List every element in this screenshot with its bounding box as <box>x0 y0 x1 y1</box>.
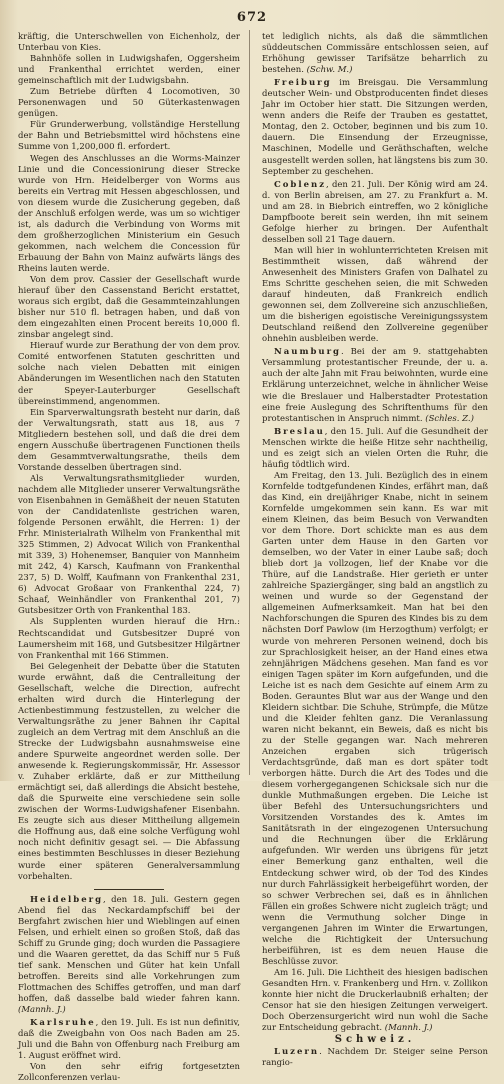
paragraph-text: Von den sehr eifrig fortgesetzten Zollconferenzen verlau- <box>18 1062 240 1084</box>
paragraph-text: , den 18. Juli. Gestern gegen Abend fiel das Neckardampfschiff bei der Bergfahrt zwischen hier und Wieblingen auf einen Felsen, und erhielt einen so großen Stoß, daß das Schiff zu Grunde ging; doch wurden die Passagiere und die Waaren gerettet, da das Schiff nur 5 Fuß tief sank. Menschen und Güter hat kein Unfall betroffen. Bereits sind alle Vorkehrungen zum Flottmachen des Schiffes getroffen, und man darf hoffen, daß dasselbe bald wieder fahren kann. <box>18 894 240 1005</box>
source-citation: (Mannh. J.) <box>18 1005 66 1016</box>
news-item <box>18 895 240 1017</box>
news-item <box>262 78 488 177</box>
paragraph-text: Hierauf wurde zur Berathung der von dem prov. Comité entworfenen Statuten geschritten und solche nach vielen Debatten mit einigen Abänderungen im Wesentlichen nach den Statuten der Speyer-Lauterburger Gesellschaft übereinstimmend, angenommen. <box>18 341 240 407</box>
news-item <box>262 180 488 246</box>
paragraph-text: kräftig, die Unterschwellen von Eichenholz, der Unterbau von Kies. <box>18 32 240 54</box>
paragraph-text: Am Freitag, den 13. Juli. Bezüglich des in einem Kornfelde todtgefundenen Kindes, erfährt man, daß das Kind, ein dreijähriger Knabe, nicht in seinem Kornfelde umgekommen sein kann. Es war mit einem Kleinen, das beim Besuch von Verwandten vor dem Thore. Dort schickte man es aus dem Garten unter dem Hause in den Garten vor demselben, wo der Vater in einer Laube saß; doch blieb dort ja vollzogen, lief der Knabe vor die Thüre, auf die Landstraße. Hier gerieth er unter zahlreiche Spaziergänger, sing bald an angstlich zu weinen und wurde so der Gegenstand der allgemeinen Aufmerksamkeit. Man hat bei den Nachforschungen die Spuren des Kindes bis zu dem nächsten Dorf Pawlow (im Herzogthum) verfolgt; er wurde von mehreren Personen weinend, doch bis zur Sprachlosigkeit heiser, an der Hand eines etwa zehnjährigen Mädchens gesehen. Man fand es vor einigen Tagen später im Korn aufgefunden, und die Leiche ist es nach dem Gesichte auf einem Arm zu Boden. Gerauntes Blut war aus der Wange und den Kleidern sichtbar. Die Schuhe, Strümpfe, die Mütze und die Kleider fehlten ganz. Die Veranlassung waren nicht bekannt, ein Beweis, daß es nicht bis zu der Stelle gegangen war. Nach mehreren Anzeichen ergaben sich trügerisch Verdachtsgründe, daß man es dort später todt verborgen hätte. Durch die Art des Todes und die diesem vorhergegangenen Schicksale sich nur die dunkle Muthmaßungen ergeben. Die Leiche ist über Befehl des Untersuchungsrichters und Vorsitzenden Vorstandes des k. Amtes im Sanitätsrath in der eingezogenen Untersuchung und die Rechnungen über die Erklärung aufgefunden. Wir werden uns übrigens für jetzt einer Bemerkung ganz enthalten, weil die Entdeckung schwer wird, ob der Tod des Kindes nur durch Fahrlässigkeit herbeigeführt worden, der so schwer Verbrechen sei, daß es in ähnlichen Fällen ein großes Schwere nicht zugleich trägt; und wenn die Vermuthung solcher Dinge in vergangenen Jahren im Winter die Erwartungen, welche die Richtigkeit der Untersuchung herbeiführen, ist es dem neuen Hause die Beschlüsse zuvor. <box>262 470 488 967</box>
right-column <box>262 32 488 1069</box>
paragraph-text: , den 19. Juli. Es ist nun definitiv, daß die Zweigbahn von Oos nach Baden am 25. Juli und die Bahn von Offenburg nach Freiburg am 1. August eröffnet wird. <box>18 1018 240 1062</box>
paragraph-text: im Breisgau. Die Versammlung deutscher Wein- und Obstproducenten findet dieses Jahr im October hier statt. Die Sitzungen werden, wenn anders die Reife der Trauben es gestattet, Montag, den 2. October, beginnen und bis zum 10. dauern. Die Einsendung der Erzeugnisse, Maschinen, Modelle und Geräthschaften, welche ausgestellt werden sollen, hat längstens bis zum 30. September zu geschehen. <box>262 78 488 177</box>
article-paragraph <box>262 471 488 968</box>
article-paragraph <box>18 408 240 474</box>
article-paragraph <box>18 617 240 661</box>
paragraph-text: Bahnhöfe sollen in Ludwigshafen, Oggersheim und Frankenthal errichtet werden, einer gemeinschaftlich mit der Ludwigsbahn. <box>18 54 240 87</box>
article-paragraph <box>18 341 240 407</box>
paragraph-text: Wegen des Anschlusses an die Worms-Mainzer Linie und die Concessionirung dieser Strecke wurde von Hrn. Heidelberger von Worms aus bereits ein Vertrag mit Hessen abgeschlossen, und von diesem wurde die Zusicherung gegeben, daß der Anschluß erfolgen werde, was um so wichtiger ist, als dadurch die Verbindung von Worms mit dem großherzoglichen Ministerium ein Gesuch gekommen, nach welchem die Concession für Erbauung der Bahn von Mainz aufwärts längs des Rheins lauten werde. <box>18 153 240 274</box>
paragraph-text: . Bei der am 9. stattgehabten Versammlung protestantischer Freunde, der u. a. auch der alte Jahn mit Frau beiwohnten, wurde eine Erklärung unterzeichnet, welche in ähnlicher Weise wie die Breslauer und Halberstadter Protestation eine freie Auslegung des Schriftenthums für den protestantischen in Anspruch nimmt. <box>262 347 488 424</box>
dateline-place: Heidelberg <box>30 894 104 905</box>
paragraph-text: Man will hier in wohlunterrichteten Kreisen mit Bestimmtheit wissen, daß während der Anwesenheit des Ministers Grafen von Dalhatel zu Ems Schritte geschehen seien, die mit Schweden darauf hindeuten, daß Frankreich endlich gewonnen sei, dem Zollvereine sich anzuschließen, um die bisherigen egoistische Vereinigungssystem Deutschland reißend den Zollvereine gegenüber ohnehin ausbleiben werde. <box>262 245 488 345</box>
article-paragraph <box>262 246 488 345</box>
paragraph-text: Als Verwaltungsrathsmitglieder wurden, nachdem alle Mitglieder unserer Verwaltungsräthe von Eisenbahnen in Gemäßheit der neuen Statuten von der Candidatenliste gestrichen waren, folgende Personen erwählt, die Herren: 1) der Frhr. Ministerialrath Wilhelm von Frankenthal mit 325 Stimmen, 2) Advocat Wilich von Frankenthal mit 339, 3) Hohenemser, Banquier von Mannheim mit 242, 4) Karsch, Kaufmann von Frankenthal 237, 5) D. Wolff, Kaufmann von Frankenthal 231, 6) Advocat Großaar von Frankenthal 224, 7) Schaaf, Weinhändler von Frankenthal 201, 7) Gutsbesitzer Orth von Frankenthal 183. <box>18 473 240 617</box>
source-citation: (Mannh. J.) <box>384 1023 433 1034</box>
news-item <box>262 1047 488 1069</box>
paragraph-text: Von dem prov. Cassier der Gesellschaft wurde hierauf über den Cassenstand Bericht erstattet, woraus sich ergibt, daß die Gesammteinzahlungen bisher nur 510 fl. betragen haben, und daß von dem eingezahlten einen Procent bereits 10,000 fl. zinsbar angelegt sind. <box>18 275 240 341</box>
paragraph-text: . Nachdem Dr. Steiger seine Person rangio- <box>262 1047 488 1069</box>
source-citation: (Schles. Z.) <box>425 413 474 424</box>
article-paragraph <box>18 275 240 341</box>
column-rule <box>249 30 250 775</box>
page-number: 672 <box>236 10 268 25</box>
country-heading: Schweiz. <box>334 1034 416 1046</box>
dateline-place: Coblenz <box>274 179 327 190</box>
section-divider <box>94 889 164 890</box>
article-paragraph <box>18 1062 240 1084</box>
source-citation: (Schw. M.) <box>306 65 353 76</box>
paragraph-text: Zum Betriebe dürften 4 Locomotiven, 30 Personenwagen und 50 Güterkastenwagen genügen. <box>18 87 240 120</box>
dateline-place: Breslau <box>274 426 325 437</box>
article-paragraph <box>18 32 240 54</box>
article-paragraph <box>262 968 488 1034</box>
article-paragraph <box>18 474 240 618</box>
dateline-place: Luzern <box>274 1047 320 1058</box>
dateline-place: Freiburg <box>274 78 332 89</box>
paragraph-text: Bei Gelegenheit der Debatte über die Statuten wurde erwähnt, daß die Centralleitung der Gesellschaft, welche die Direction, aufrecht erhalten wird durch die Hinterlegung der Actienbestimmung festzustellen, zu welcher die Verwaltungsräthe zu jener Bahnen ihr Capital zugleich an dem Vertrag mit dem Anschluß an die Strecke der Ludwigsbahn ausnahmsweise eine andere Spurweite angeordnet werden solle. Der anwesende k. Regierungskommissär, Hr. Assessor v. Zuhaber erklärte, daß er zur Mittheilung ermächtigt sei, daß allerdings die Absicht bestehe, daß die Spurweite eine verschiedene sein solle zwischen der Worms-Ludwigshafener Eisenbahn. Es zeugte sich aus dieser Mittheilung allgemein die Hoffnung aus, daß eine solche Verfügung wohl noch nicht definitiv gesagt sei. — Die Abfassung eines bestimmten Beschlusses in dieser Beziehung wurde einer späteren Generalversammlung vorbehalten. <box>18 661 240 882</box>
dateline-place: Karlsruhe <box>30 1018 96 1029</box>
article-paragraph <box>18 120 240 153</box>
dateline-place: Naumburg <box>274 347 341 358</box>
news-item <box>262 427 488 471</box>
paragraph-text: Am 16. Juli. Die Lichtheit des hiesigen badischen Gesandten Hrn. v. Frankenberg und Hrn. v. Zollikon konnte hier nicht die Druckerlaubniß erhalten; der Censor hat sie den hiesigen Zeitungen verweigert. Doch Oberzensurgericht wird nun wohl die Sache zur Entscheidung gebracht. <box>262 967 488 1034</box>
article-paragraph <box>18 87 240 120</box>
paragraph-text: Als Supplenten wurden hierauf die Hrn.: Rechtscandidat und Gutsbesitzer Dupré von Laumersheim mit 168, und Gutsbesitzer Hilgärtner von Frankenthal mit 166 Stimmen. <box>18 617 240 661</box>
paragraph-text: , den 15. Juli. Auf die Gesundheit der Menschen wirkte die heiße Hitze sehr nachtheilig, und es zeigt sich an vielen Orten die Ruhr, die häufig tödtlich wird. <box>262 426 488 470</box>
news-item <box>18 1018 240 1062</box>
article-paragraph <box>18 154 240 276</box>
article-paragraph <box>18 662 240 883</box>
paragraph-text: Ein Sparverwaltungsrath besteht nur darin, daß der Verwaltungsrath, statt aus 18, aus 7 Mitgliedern bestehen soll, und daß die drei dem engern Ausschuße übertragenen Functionen theils dem Gesammtverwaltungsrathe, theils dem Vorstande desselben übertragen sind. <box>18 407 240 473</box>
paragraph-text: tet lediglich nichts, als daß die sämmtlichen süddeutschen Commissäre entschlossen seien, auf Erhöhung gewisser Tarifsätze beharrlich zu bestehen. <box>262 32 488 76</box>
news-item <box>262 347 488 424</box>
paragraph-text: Für Grunderwerbung, vollständige Herstellung der Bahn und Betriebsmittel wird höchstens eine Summe von 1,200,000 fl. erfordert. <box>18 120 240 153</box>
paragraph-text: , den 21. Juli. Der König wird am 24. d. von Berlin abreisen, am 27. zu Frankfurt a. M. und am 28. in Biebrich eintreffen, wo 2 königliche Dampfboote bereit sein werden, ihn mit seinem Gefolge hierher zu bringen. Der Aufenthalt desselben soll 21 Tage dauern. <box>262 179 488 245</box>
left-column <box>18 32 240 1084</box>
article-paragraph <box>18 54 240 87</box>
article-paragraph <box>262 32 488 76</box>
